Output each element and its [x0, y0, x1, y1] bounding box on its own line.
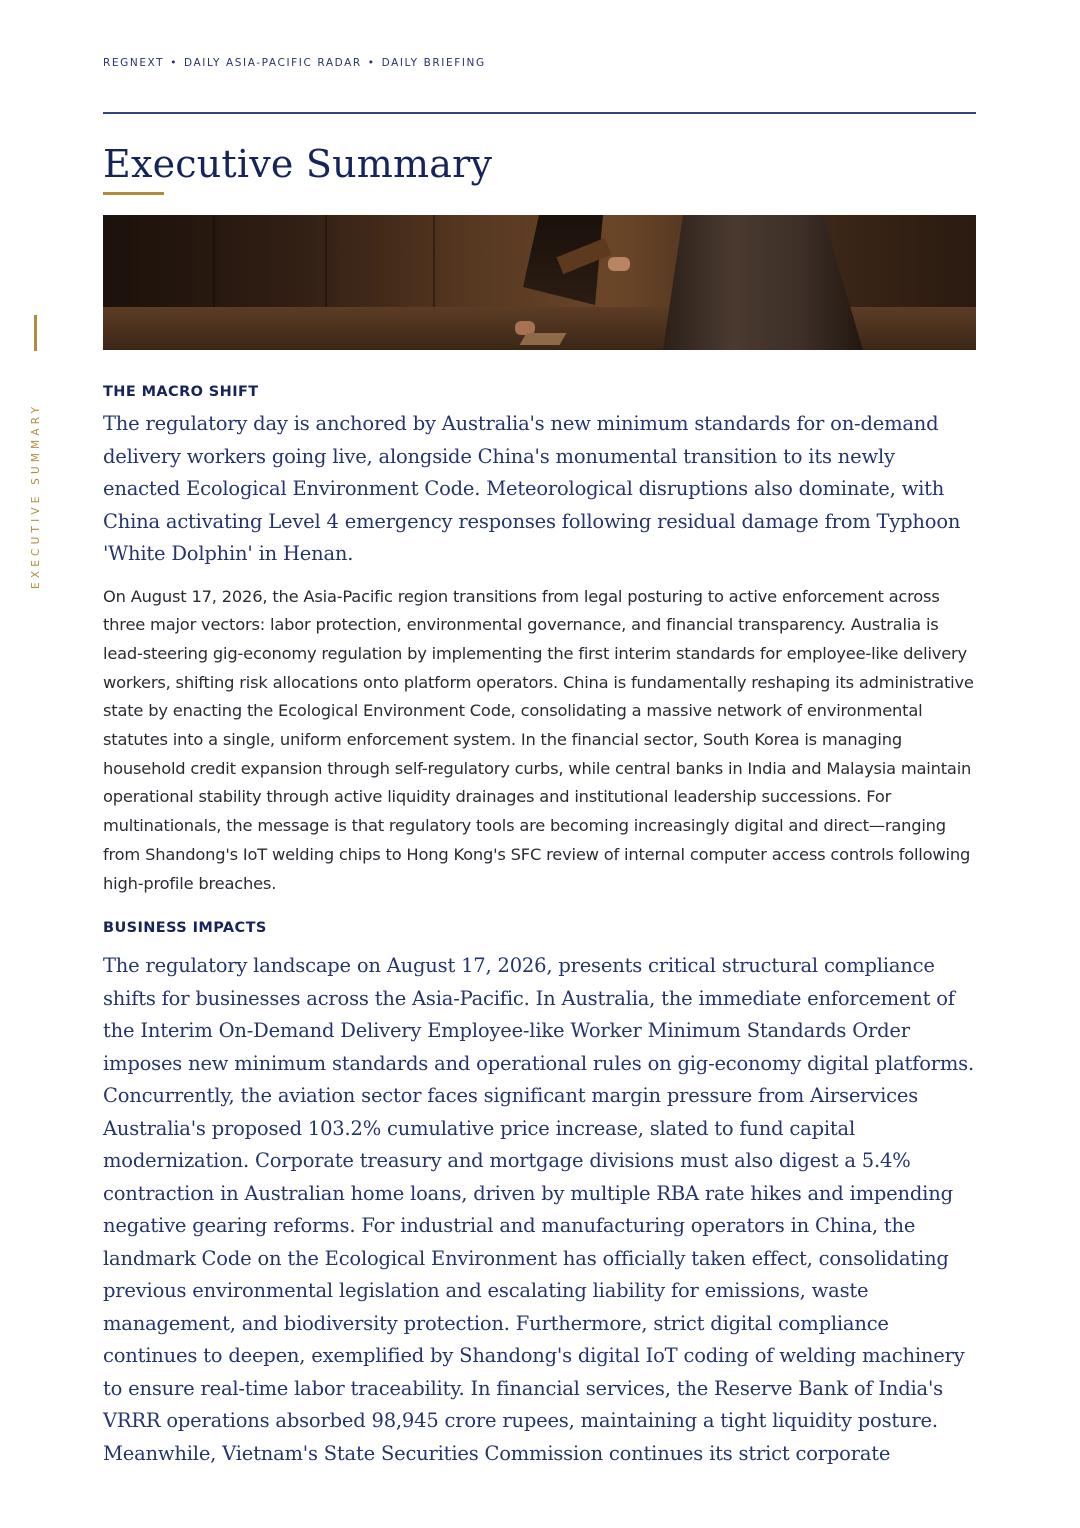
kicker-edition: DAILY BRIEFING: [381, 57, 486, 69]
side-rail-label: EXECUTIVE SUMMARY: [30, 402, 42, 589]
kicker-publication: DAILY ASIA-PACIFIC RADAR: [183, 57, 362, 69]
macro-shift-body: On August 17, 2026, the Asia-Pacific region transitions from legal posturing to active enforcement across three major vectors: labor protection, environmental governance, and financial transparency. Australia is lead-steering gig-economy regulation by implementing the first interim standards for employee-like delivery workers, shifting risk allocations onto platform operators. China is fundamentally reshaping its administrative state by enacting the Ecological Environment Code, consolidating a massive network of environmental statutes into a single, uniform enforcement system. In the financial sector, South Korea is managing household credit expansion through self-regulatory curbs, while central banks in India and Malaysia maintain operational stability through active liquidity drainages and institutional leadership successions. For multinationals, the message is that regulatory tools are becoming increasingly digital and direct—ranging from Shandong's IoT welding chips to Hong Kong's SFC review of internal computer access controls following high-profile breaches.: [103, 586, 974, 893]
kicker-separator: •: [170, 57, 178, 69]
kicker-separator: •: [367, 57, 376, 69]
section-heading-macro-shift: THE MACRO SHIFT: [103, 384, 259, 400]
hero-paper: [520, 333, 567, 345]
hero-image: [103, 215, 976, 350]
side-rail-accent-bar: [34, 315, 37, 351]
macro-shift-lead: The regulatory day is anchored by Australia's new minimum standards for on-demand delivery workers going live, alongside China's monumental transition to its newly enacted Ecological Environment Code. Meteorological disruptions also dominate, with China activating Level 4 emergency responses following residual damage from Typhoon 'White Dolphin' in Henan.: [103, 412, 961, 565]
page-title: Executive Summary: [103, 142, 493, 186]
title-accent-underline: [103, 192, 164, 195]
section-heading-business-impacts: BUSINESS IMPACTS: [103, 920, 267, 937]
header-kicker: [103, 57, 976, 69]
kicker-brand: REGNEXT: [103, 57, 165, 69]
business-impacts-lead: The regulatory landscape on August 17, 2026, presents critical structural compliance shifts for businesses across the Asia-Pacific. In Australia, the immediate enforcement of the Interim On-Demand Delivery Employee-like Worker Minimum Standards Order imposes new minimum standards and operational rules on gig-economy digital platforms. Concurrently, the aviation sector faces significant margin pressure from Airservices Australia's proposed 103.2% cumulative price increase, slated to fund capital modernization. Corporate treasury and mortgage divisions must also digest a 5.4% contraction in Australian home loans, driven by multiple RBA rate hikes and impending negative gearing reforms. For industrial and manufacturing operators in China, the landmark Code on the Ecological Environment has officially taken effect, consolidating previous environmental legislation and escalating liability for emissions, waste management, and biodiversity protection. Furthermore, strict digital compliance continues to deepen, exemplified by Shandong's digital IoT coding of welding machinery to ensure real-time labor traceability. In financial services, the Reserve Bank of India's VRRR operations absorbed 98,945 crore rupees, maintaining a tight liquidity posture. Meanwhile, Vietnam's State Securities Commission continues its strict corporate: [103, 954, 974, 1465]
header-rule: [103, 112, 976, 114]
main-content: [103, 0, 976, 1470]
